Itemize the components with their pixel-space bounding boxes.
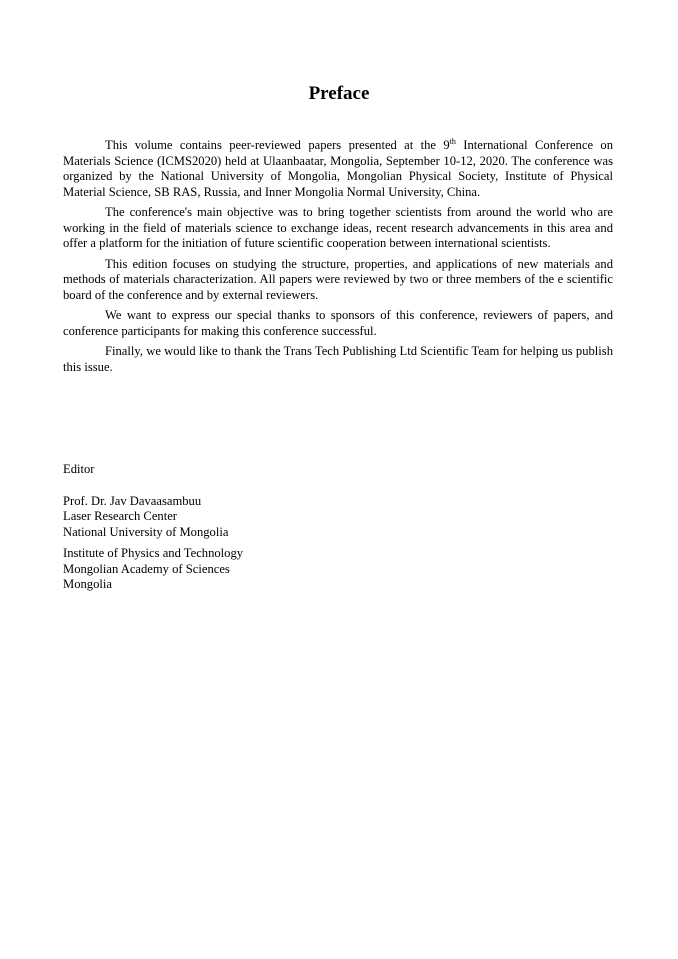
ordinal-superscript: th <box>449 137 456 146</box>
paragraph-3: This edition focuses on studying the structure, properties, and applications of new materials and methods of materials characterization. All papers were reviewed by two or three members of the e scientific board of the conference and by external reviewers. <box>63 256 613 302</box>
affiliation-line: National University of Mongolia <box>63 524 229 539</box>
editor-affiliation-1 <box>63 494 463 541</box>
preface-body <box>63 138 613 380</box>
paragraph-1 <box>63 138 613 200</box>
affiliation-line: Mongolia <box>63 577 112 591</box>
paragraph-1-text-end: International Conference on Materials Science (ICMS2020) held at Ulaanbaatar, Mongolia, September 10-12, 2020. The conference was organized by the National University of Mongolia, Mongolian Physical Society, Institute of Physical Material Science, SB RAS, Russia, and Inner Mongolia Normal University, China. <box>63 138 613 199</box>
editor-label: Editor <box>63 462 95 476</box>
editor-name: Prof. Dr. Jav Davaasambuu <box>63 493 202 508</box>
affiliation-line: Laser Research Center <box>63 509 177 523</box>
paragraph-4: We want to express our special thanks to sponsors of this conference, reviewers of papers, and conference participants for making this conference successful. <box>63 308 613 338</box>
affiliation-line: Institute of Physics and Technology <box>63 546 244 560</box>
paragraph-5: Finally, we would like to thank the Trans Tech Publishing Ltd Scientific Team for helping us publish this issue. <box>63 344 613 374</box>
paragraph-2: The conference's main objective was to bring together scientists from around the world who are working in the field of materials science to exchange ideas, recent research advancements in this area and offer a platform for the initiation of future scientific cooperation between international scientists. <box>63 205 613 250</box>
page-title: Preface <box>308 83 370 104</box>
affiliation-line: Mongolian Academy of Sciences <box>63 561 230 576</box>
editor-block <box>63 462 463 599</box>
editor-affiliation-2 <box>63 546 463 593</box>
paragraph-1-text-start: This volume contains peer-reviewed papers presented at the 9 <box>105 138 450 152</box>
